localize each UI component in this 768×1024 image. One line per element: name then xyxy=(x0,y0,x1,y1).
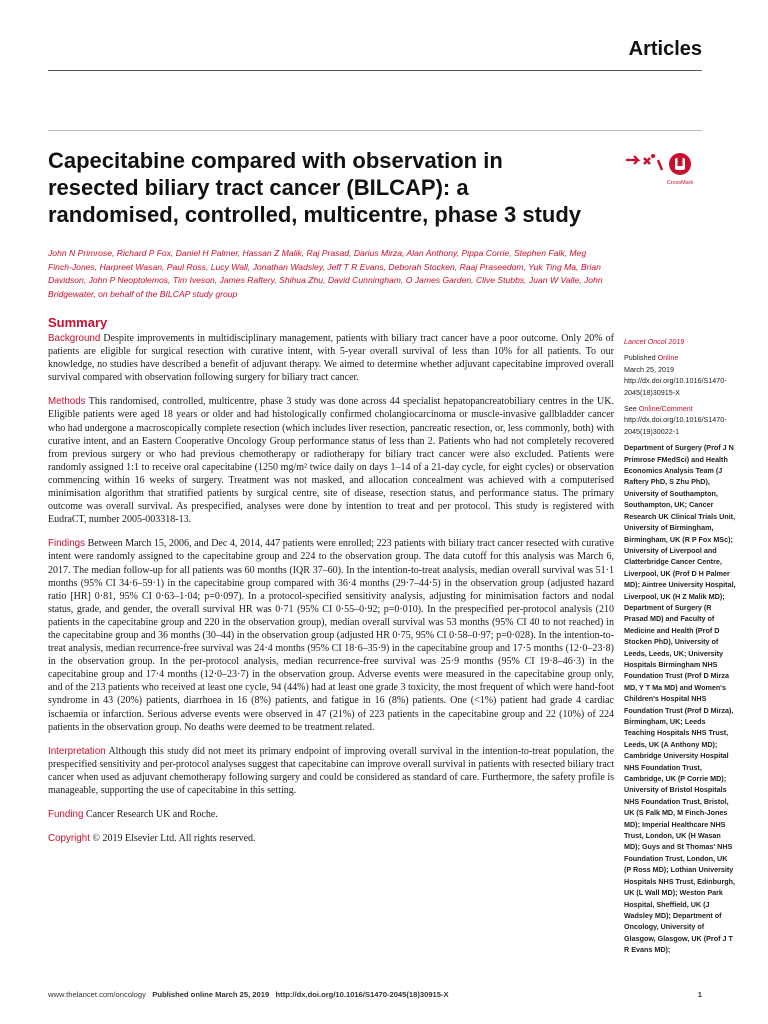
crossmark-icon xyxy=(622,150,702,190)
section-label: Articles xyxy=(628,38,702,60)
page-footer xyxy=(48,990,702,999)
published-online-link[interactable]: Online xyxy=(657,353,679,363)
background-text: Despite improvements in multidisciplinary management, patients with biliary tract cancer have a poor outcome. Only 20% of patients are eligible for surgical resection with curative intent, with 5-year overall survival of less than 10% for all patients. To our knowledge, no studies have described a benefit of adjuvant therapy. We aimed to determine whether adjuvant capecitabine improved overall survival compared with observation following surgery for biliary tract cancer. xyxy=(48,333,615,384)
funding-paragraph xyxy=(48,808,614,821)
copyright-paragraph xyxy=(48,832,614,845)
findings-label: Findings xyxy=(48,538,86,550)
interpretation-label: Interpretation xyxy=(48,745,106,757)
findings-paragraph xyxy=(48,537,614,733)
background-paragraph xyxy=(48,332,614,384)
summary-heading: Summary xyxy=(48,315,108,330)
copyright-label: Copyright xyxy=(48,833,90,845)
interpretation-text: Although this study did not meet its primary endpoint of improving overall survival in the intention-to-treat population, the prespecified sensitivity and per-protocol analyses suggest that capecitabine can improve overall survival in patients with resected biliary tract cancer when used as adjuvant chemotherapy following surgery and could be considered as standard of care. Furthermore, the safety profile is manageable, supporting the use of capecitabine in this setting. xyxy=(48,745,615,796)
background-label: Background xyxy=(48,333,101,344)
footer-site[interactable]: www.thelancet.com/oncology xyxy=(48,990,146,999)
comment-link[interactable]: Online/Comment xyxy=(638,404,693,414)
header-rule xyxy=(48,70,702,71)
footer-published: Published online March 25, 2019 xyxy=(152,990,270,999)
see-label: See xyxy=(624,404,637,414)
affiliations: Department of Surgery (Prof J N Primrose FMedSci) and Health Economics Analysis Team (J Raftery PhD, S Zhu PhD), University of Southampton, Southampton, UK; Cancer Research UK Clinical Trials Unit, University of Birmingham, Birmingham, UK (R P Fox MSc); University of Liverpool and Clatterbridge Cancer Centre, Liverpool, UK (Prof D H Palmer MD); Aintree University Hospital, Liverpool, UK (H Z Malik MD); Department of Surgery (R Prasad MD) and Faculty of Medicine and Health (Prof D Stocken PhD), University of Leeds, Leeds, UK; University Hospitals Birmingham NHS Foundation Trust (Prof D Mirza MD, Y T Ma MD) and Women's Children's Hospital NHS Foundation Trust (Prof D Mirza), Birmingham, UK; Leeds Teaching Hospitals NHS Trust, Leeds, UK (A Anthony MD); Cambridge University Hospital NHS Foundation Trust, Cambridge, UK (P Corrie MD); University of Bristol Hospitals NHS Foundation Trust, Bristol, UK (S Falk MD, M Finch-Jones MD); Imperial Healthcare NHS Trust, London, UK (H Wasan MD); Guys and St Thomas' NHS Foundation Trust, London, UK (P Ross MD); Lothian University Hospitals NHS Trust, Edinburgh, UK (L Wall MD); Weston Park Hospital, Sheffield, UK (J Wadsley MD); Department of Oncology, University of Glasgow, Glasgow, UK (Prof J T R Evans MD); xyxy=(624,443,736,955)
title-rule xyxy=(48,130,702,131)
methods-paragraph xyxy=(48,395,614,526)
published-date: March 25, 2019 xyxy=(624,364,674,374)
funding-label: Funding xyxy=(48,809,84,821)
author-list: John N Primrose, Richard P Fox, Daniel H Palmer, Hassan Z Malik, Raj Prasad, Darius Mirza, Alan Anthony, Pippa Corrie, Stephen Falk, Meg Finch-Jones, Harpreet Wasan, Paul Ross, Lucy Wall, Jonathan Wadsley, Jeff T R Evans, Deborah Stocken, Raaj Praseedom, Yuk Ting Ma, Brian Davidson, John P Neoptolemos, Tim Iveson, James Raftery, Shihua Zhu, David Cunningham, O James Garden, Clive Stubbs, Juan W Valle, John Bridgewater, on behalf of the BILCAP study group xyxy=(48,248,603,299)
summary-body xyxy=(48,332,614,856)
article-title: Capecitabine compared with observation in resected biliary tract cancer (BILCAP): a randomised, controlled, multicentre, phase 3 study xyxy=(48,148,582,227)
funding-text: Cancer Research UK and Roche. xyxy=(85,809,218,821)
published-label: Published xyxy=(624,353,656,363)
interpretation-paragraph xyxy=(48,745,614,797)
journal-citation: Lancet Oncol 2019 xyxy=(624,337,685,346)
findings-text: Between March 15, 2006, and Dec 4, 2014, 447 patients were enrolled; 223 patients with biliary tract cancer resected with curative intent were randomly assigned to the capecitabine group and 224 to the observation group. The data cutoff for this analysis was March 6, 2017. The median follow-up for all patients was 60 months (IQR 37–60). In the intention-to-treat analysis, median overall survival was 51·1 months (95% CI 34·6–59·1) in the capecitabine group compared with 36·4 months (29·7–44·5) in the observation group (adjusted hazard ratio [HR] 0·81, 95% CI 0·63–1·04; p=0·097). In a protocol-specified sensitivity analysis, adjusting for minimisation factors and nodal status, grade, and gender, the overall survival HR was 0·71 (95% CI 0·55–0·92; p=0·010). In the prespecified per-protocol analysis (210 patients in the capecitabine group and 220 in the observation group), median overall survival was 53 months (95% CI 40 to not reached) in the capecitabine group and 36 months (30–44) in the observation group (adjusted HR 0·75, 95% CI 0·58–0·97; p=0·028). In the intention-to-treat analysis, median recurrence-free survival was 24·4 months (95% CI 18·6–35·9) in the capecitabine group and 17·5 months (12·0–23·8) in the observation group. In the per-protocol analysis, median recurrence-free survival was 25·9 months (95% CI 19·8–46·3) in the capecitabine group and 17·4 months (12·0–23·7) in the observation group. Adverse events were measured in the capecitabine group only, and of the 213 patients who received at least one cycle, 94 (44%) had at least one grade 3 toxicity, the most frequent of which were hand-foot syndrome in 43 (20%) patients, diarrhoea in 16 (8%) patients, and fatigue in 16 (8%) patients. One (<1%) patient had grade 4 cardiac ischaemia or infarction. Serious adverse events were observed in 47 (21%) of 223 patients in the capecitabine group and 22 (10%) of 224 patients in the observation group. No deaths were deemed to be treatment related. xyxy=(48,538,615,733)
svg-text:CrossMark: CrossMark xyxy=(666,180,694,186)
article-doi[interactable]: http://dx.doi.org/10.1016/S1470-2045(18)30915-X xyxy=(624,376,727,397)
footer-doi[interactable]: http://dx.doi.org/10.1016/S1470-2045(18)30915-X xyxy=(275,990,449,999)
page-number: 1 xyxy=(697,990,702,999)
crossmark-badge[interactable] xyxy=(622,150,702,190)
comment-doi[interactable]: http://dx.doi.org/10.1016/S1470-2045(19)30022-1 xyxy=(624,415,727,436)
copyright-text: © 2019 Elsevier Ltd. All rights reserved. xyxy=(92,833,256,845)
methods-text: This randomised, controlled, multicentre, phase 3 study was done across 44 specialist hepatopancreatobiliary centres in the UK. Eligible patients were aged 18 years or older and had histologically confirmed cholangiocarcinoma or muscle-invasive gallbladder cancer who had undergone a macroscopically complete resection (which includes liver resection, pancreatic resection, or, less commonly, both) with curative intent, and an Eastern Cooperative Oncology Group performance status of less than 2. Patients who had not completely recovered from previous surgery or who had previous chemotherapy or radiotherapy for biliary tract cancer were also excluded. Patients were randomly assigned 1:1 to receive oral capecitabine (1250 mg/m² twice daily on days 1–14 of a 21-day cycle, for eight cycles) or observation commencing within 16 weeks of surgery. Treatment was not masked, and allocation concealment was achieved with a computerised minimisation algorithm that stratified patients by surgical centre, site of disease, resection status, and performance status. The primary outcome was overall survival. As prespecified, analyses were done by intention to treat and per protocol. This study is registered with EudraCT, number 2005-003318-13. xyxy=(48,396,614,526)
methods-label: Methods xyxy=(48,396,86,408)
sidebar xyxy=(624,336,736,961)
